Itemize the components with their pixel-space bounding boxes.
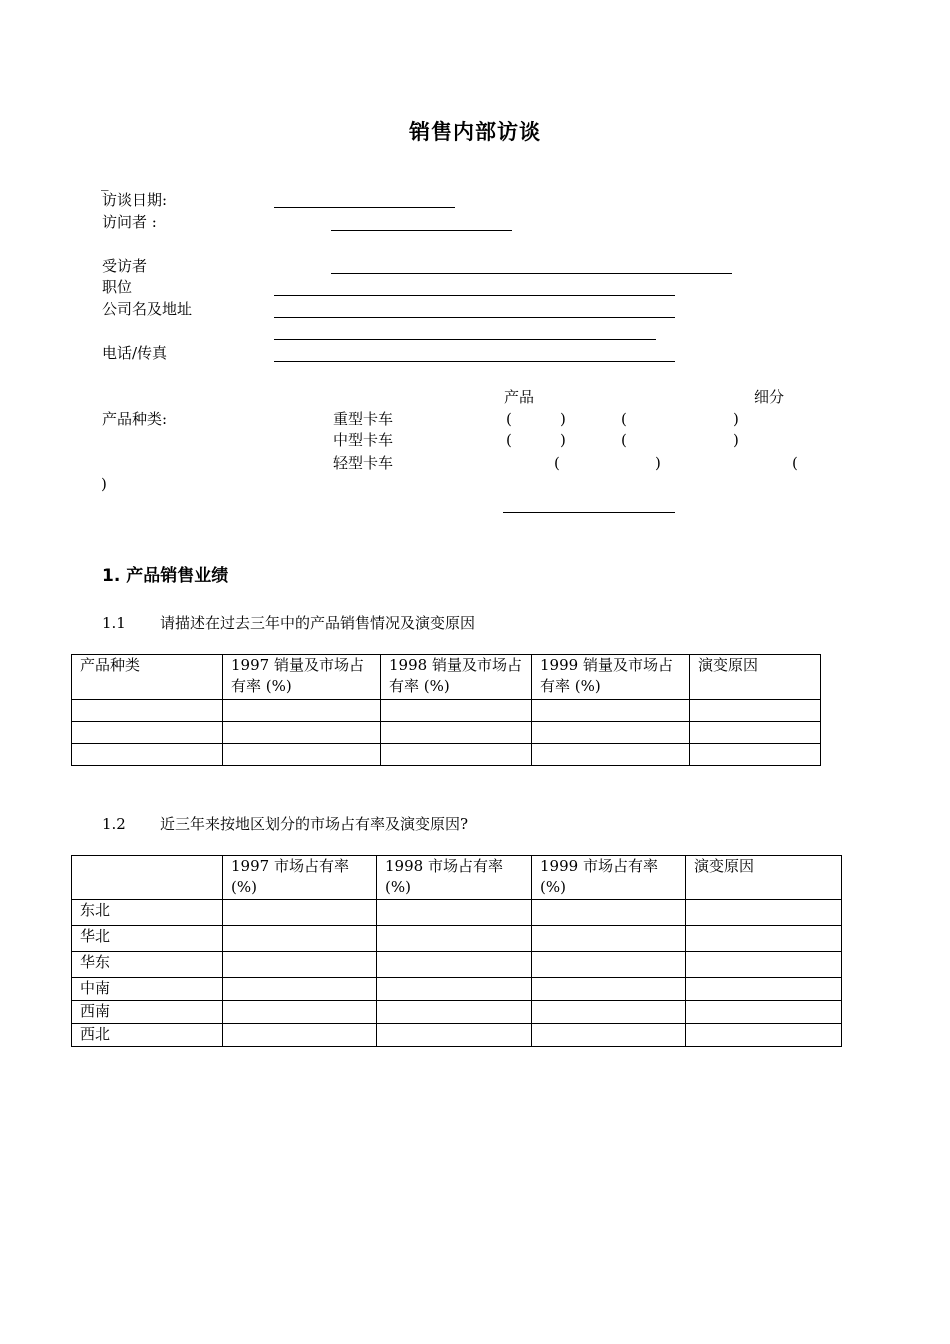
interviewer-label: 访问者 : [102,213,157,231]
table-cell[interactable] [532,1024,686,1047]
heavy-product-paren-open[interactable]: ( [506,410,512,428]
table-cell[interactable] [377,926,532,952]
table-cell[interactable] [532,744,690,766]
segment-column-label: 细分 [754,388,785,406]
table-cell[interactable] [532,900,686,926]
table-header-row [72,856,842,900]
table-header-cell: 1998 销量及市场占有率 (%) [381,655,532,700]
interviewer-field[interactable] [331,230,512,231]
table-header-cell: 演变原因 [686,856,842,900]
table-cell[interactable] [381,744,532,766]
interview-date-field[interactable] [274,207,455,208]
region-cell: 华北 [72,926,223,952]
table-cell[interactable] [223,744,381,766]
table-header-cell: 1997 市场占有率 (%) [223,856,377,900]
medium-product-paren-open[interactable]: ( [506,431,512,449]
question-1-2-number: 1.2 [102,815,126,833]
table-cell[interactable] [686,978,842,1001]
stray-mark: _ [101,173,109,191]
table-cell[interactable] [532,1001,686,1024]
table-cell[interactable] [686,926,842,952]
company-field[interactable] [274,317,675,318]
question-1-1-number: 1.1 [102,614,126,632]
table-row [72,952,842,978]
table-cell[interactable] [223,900,377,926]
section-1-heading: 1. 产品销售业绩 [102,566,229,586]
page-title: 销售内部访谈 [409,120,541,144]
table-cell[interactable] [377,1024,532,1047]
table-header-row [72,655,821,700]
table-cell[interactable] [223,926,377,952]
phone-field[interactable] [274,361,675,362]
interview-date-label: 访谈日期: [102,191,168,209]
table-cell[interactable] [223,1024,377,1047]
table-cell[interactable] [686,1024,842,1047]
position-label: 职位 [102,278,133,296]
table-row [72,900,842,926]
medium-truck-label: 中型卡车 [333,431,394,449]
table-cell[interactable] [690,744,821,766]
table-cell[interactable] [381,700,532,722]
table-cell[interactable] [690,722,821,744]
interviewee-field[interactable] [331,273,732,274]
table-cell[interactable] [377,978,532,1001]
sales-table [71,654,821,766]
heavy-product-paren-close: ) [560,410,566,428]
table-cell[interactable] [377,952,532,978]
heavy-segment-paren-open[interactable]: ( [621,410,627,428]
table-row [72,978,842,1001]
light-segment-paren-close: ) [101,475,107,493]
light-product-paren-open[interactable]: ( [554,454,560,472]
table-row [72,744,821,766]
table-cell[interactable] [223,978,377,1001]
region-table [71,855,842,1047]
table-cell[interactable] [532,926,686,952]
company-address-field[interactable] [274,339,656,340]
phone-label: 电话/传真 [102,344,168,362]
question-1-2-text: 近三年来按地区划分的市场占有率及演变原因? [160,815,469,833]
region-cell: 西北 [72,1024,223,1047]
table-header-cell: 1998 市场占有率 (%) [377,856,532,900]
table-cell[interactable] [223,700,381,722]
table-header-cell: 演变原因 [690,655,821,700]
region-cell: 华东 [72,952,223,978]
table-cell[interactable] [377,1001,532,1024]
table-cell[interactable] [72,722,223,744]
table-row [72,700,821,722]
interviewee-label: 受访者 [102,257,148,275]
medium-segment-paren-close: ) [733,431,739,449]
table-row [72,926,842,952]
region-cell: 西南 [72,1001,223,1024]
heavy-segment-paren-close: ) [733,410,739,428]
table-cell[interactable] [532,978,686,1001]
table-cell[interactable] [532,952,686,978]
table-header-cell: 产品种类 [72,655,223,700]
company-label: 公司名及地址 [102,300,193,318]
table-row [72,1001,842,1024]
table-cell[interactable] [223,952,377,978]
region-cell: 东北 [72,900,223,926]
region-cell: 中南 [72,978,223,1001]
table-header-cell: 1999 销量及市场占有率 (%) [532,655,690,700]
table-row [72,1024,842,1047]
table-cell[interactable] [72,744,223,766]
product-column-label: 产品 [504,388,535,406]
light-truck-label: 轻型卡车 [333,454,394,472]
medium-segment-paren-open[interactable]: ( [621,431,627,449]
table-cell[interactable] [686,1001,842,1024]
other-product-field[interactable] [503,512,675,513]
table-cell[interactable] [532,722,690,744]
table-row [72,722,821,744]
medium-product-paren-close: ) [560,431,566,449]
position-field[interactable] [274,295,675,296]
table-cell[interactable] [72,700,223,722]
question-1-1-text: 请描述在过去三年中的产品销售情况及演变原因 [160,614,476,632]
table-cell[interactable] [377,900,532,926]
table-header-cell: 1999 市场占有率 (%) [532,856,686,900]
table-header-cell [72,856,223,900]
table-cell[interactable] [686,952,842,978]
heavy-truck-label: 重型卡车 [333,410,394,428]
product-type-label: 产品种类: [102,410,168,428]
table-cell[interactable] [686,900,842,926]
light-product-paren-close: ) [655,454,661,472]
table-cell[interactable] [223,1001,377,1024]
table-cell[interactable] [223,722,381,744]
table-cell[interactable] [381,722,532,744]
table-cell[interactable] [690,700,821,722]
light-segment-paren-open[interactable]: ( [792,454,798,472]
table-cell[interactable] [532,700,690,722]
table-header-cell: 1997 销量及市场占有率 (%) [223,655,381,700]
